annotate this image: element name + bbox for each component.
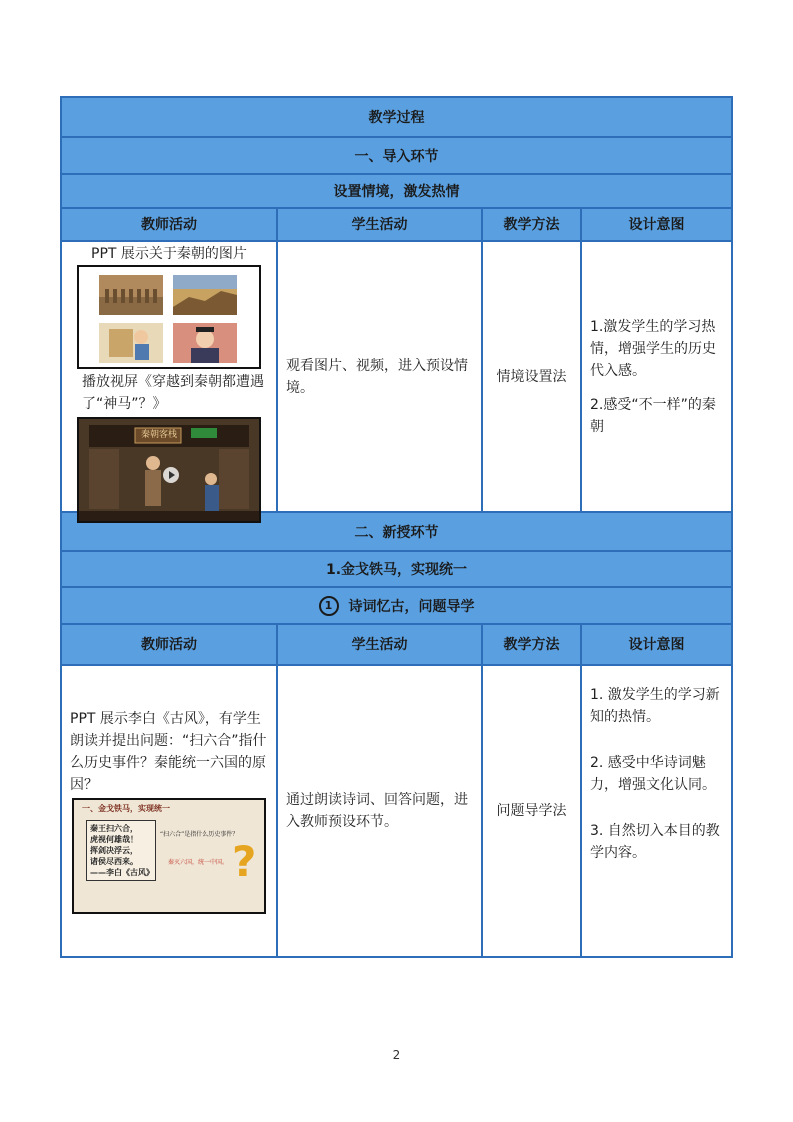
section2-subsub-text: 诗词忆古，问题导学 xyxy=(348,598,475,615)
slide-poem-box xyxy=(86,820,156,881)
section2-subheading: 1.金戈铁马，实现统一 xyxy=(62,552,731,588)
slide-answer: 秦灭六国，统一中国。 xyxy=(168,859,229,866)
slide-question: “扫六合”是指什么历史事件？ xyxy=(160,831,239,838)
section1-teacher-cell xyxy=(62,242,278,511)
section1-student-text: 观看图片、视频，进入预设情境。 xyxy=(286,357,468,396)
video-sign-text: 秦朝客栈 xyxy=(140,430,177,440)
qin-images-collage xyxy=(79,267,259,367)
poem-line: 秦王扫六合， xyxy=(90,824,138,833)
cartoon-worker-image xyxy=(99,323,163,363)
col-teacher-2: 教师活动 xyxy=(62,625,278,664)
col-student: 学生活动 xyxy=(278,209,483,240)
teaching-process-table xyxy=(60,96,733,958)
qin-images-frame xyxy=(77,265,261,369)
section1-content-row xyxy=(62,242,731,513)
section2-intent-2: 2. 感受中华诗词魅力，增强文化认同。 xyxy=(590,755,716,793)
poem-line: ——李白《古风》 xyxy=(90,868,154,877)
section2-heading: 二、新授环节 xyxy=(62,513,731,552)
col-teacher: 教师活动 xyxy=(62,209,278,240)
section1-intent-cell xyxy=(582,242,731,511)
section2-teacher-text: PPT 展示李白《古风》，有学生朗读并提出问题：“扫六合”指什么历史事件？秦能统一六国的原因？ xyxy=(70,711,267,793)
section1-method-cell xyxy=(483,242,582,511)
col-intent: 设计意图 xyxy=(582,209,731,240)
section1-subheading: 设置情境，激发热情 xyxy=(62,175,731,209)
col-intent-2: 设计意图 xyxy=(582,625,731,664)
section2-student-text: 通过朗读诗词、回答问题，进入教师预设环节。 xyxy=(286,792,468,830)
question-mark-icon: ? xyxy=(232,837,257,886)
poem-line: 诸侯尽西来。 xyxy=(90,857,138,866)
section1-student-cell xyxy=(278,242,483,511)
table-title: 教学过程 xyxy=(62,98,731,138)
poem-line: 虎视何雄哉！ xyxy=(90,835,138,844)
section2-content-row xyxy=(62,666,731,956)
poem-line: 挥剑决浮云， xyxy=(90,846,138,855)
qin-emperor-image xyxy=(173,323,237,363)
circled-number: 1 xyxy=(319,596,339,616)
section2-subsub xyxy=(62,588,731,625)
section2-method-text: 问题导学法 xyxy=(496,803,567,819)
section1-method-text: 情境设置法 xyxy=(496,368,567,385)
col-method-2: 教学方法 xyxy=(483,625,582,664)
section2-header-row xyxy=(62,625,731,666)
page-number: 2 xyxy=(392,1048,401,1062)
play-icon[interactable] xyxy=(163,467,179,483)
section2-intent-1: 1. 激发学生的学习新知的热情。 xyxy=(590,687,720,725)
section1-heading: 一、导入环节 xyxy=(62,138,731,175)
section1-intent-1: 1.激发学生的学习热情，增强学生的历史代入感。 xyxy=(590,318,716,379)
col-student-2: 学生活动 xyxy=(278,625,483,664)
section1-header-row xyxy=(62,209,731,242)
terracotta-army-image xyxy=(99,275,163,315)
section2-student-cell xyxy=(278,666,483,956)
teacher-text-1: PPT 展示关于秦朝的图片 xyxy=(91,246,247,262)
slide-header: 一、金戈铁马，实现统一 xyxy=(82,804,170,813)
section2-teacher-cell xyxy=(62,666,278,956)
video-frame[interactable] xyxy=(77,417,261,523)
poem-slide-frame xyxy=(72,798,266,914)
teacher-text-2: 播放视屏《穿越到秦朝都遭遇了“神马”？》 xyxy=(82,374,264,412)
col-method: 教学方法 xyxy=(483,209,582,240)
section2-intent-cell xyxy=(582,666,731,956)
great-wall-image xyxy=(173,275,237,315)
section2-method-cell xyxy=(483,666,582,956)
section1-intent-2: 2.感受“不一样”的秦朝 xyxy=(590,396,716,435)
section2-intent-3: 3. 自然切入本目的教学内容。 xyxy=(590,823,720,861)
